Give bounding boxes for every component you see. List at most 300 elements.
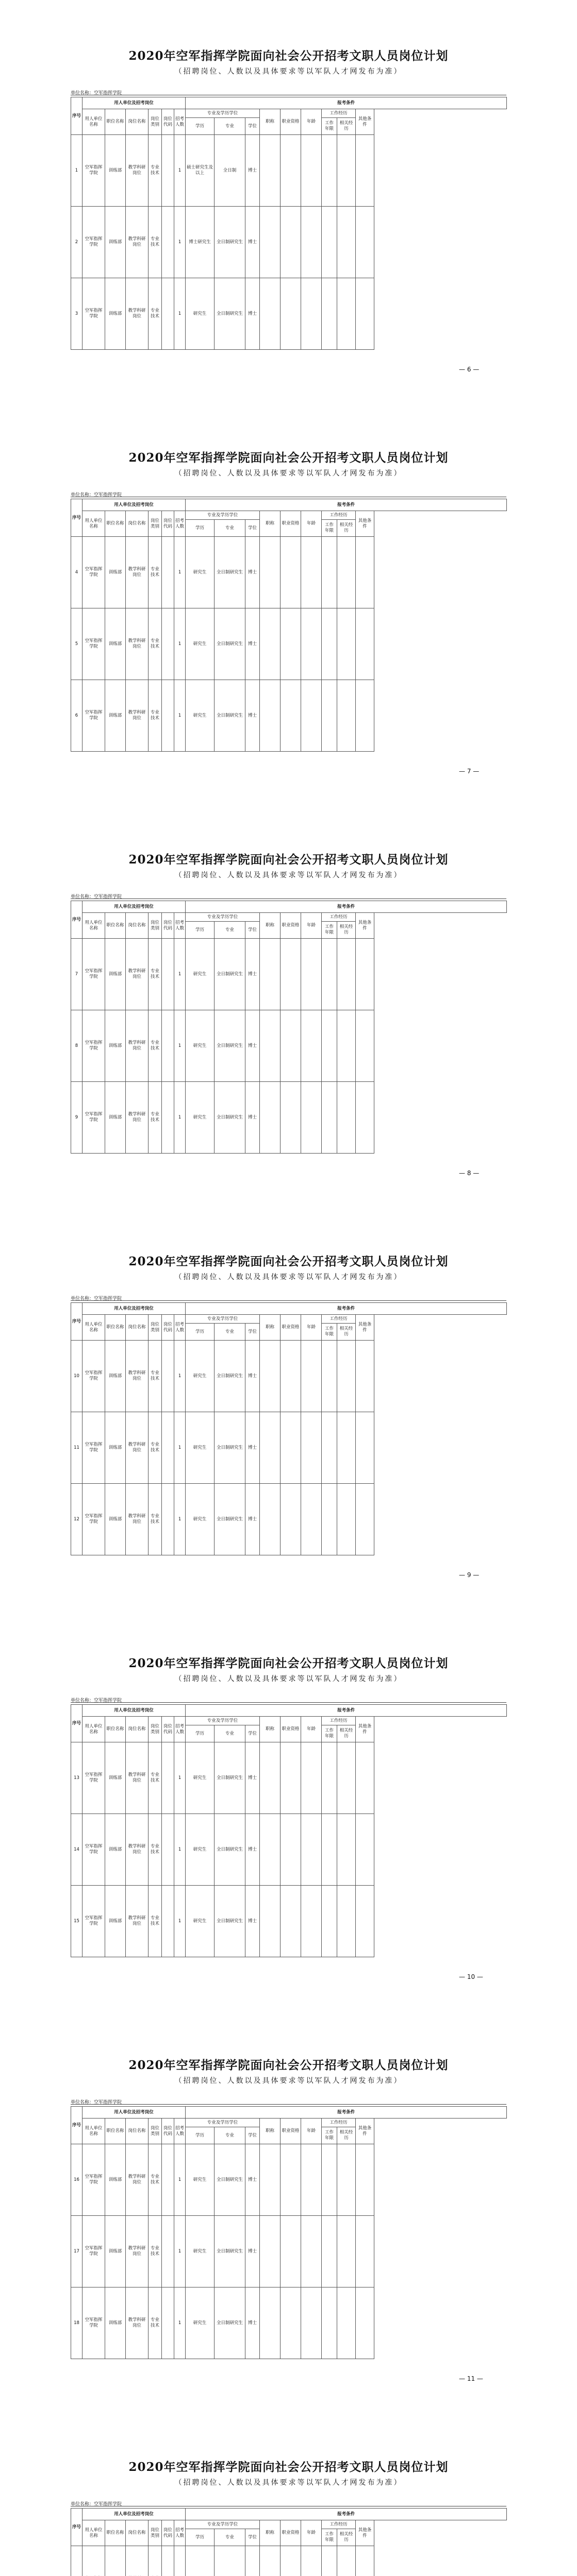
cell-edu: 博士研究生	[186, 207, 215, 278]
cell-years	[322, 135, 337, 207]
header-edu: 学历	[186, 922, 215, 939]
positions-table	[71, 2508, 507, 2576]
header-position-code: 岗位代码	[162, 2520, 174, 2546]
header-major-group: 专业及学历学位	[186, 1315, 260, 1324]
cell-other	[356, 680, 374, 752]
cell-exp	[337, 135, 356, 207]
header-edu: 学历	[186, 118, 215, 135]
header-position-name: 岗位名称	[126, 109, 149, 135]
cell-dept: 训练部	[105, 2216, 126, 2287]
table-row	[71, 135, 507, 207]
cell-cond	[301, 1886, 322, 1957]
cell-exp	[337, 1814, 356, 1886]
header-req-group: 报考条件	[186, 97, 507, 109]
cell-edu: 研究生	[186, 2287, 215, 2359]
header-years: 工作年限	[322, 1324, 337, 1341]
cell-degree: 博士	[245, 608, 260, 680]
unit-label: 单位名称：空军指挥学院	[71, 91, 122, 96]
cell-count: 1	[174, 1484, 186, 1555]
cell-years	[322, 1412, 337, 1484]
cell-major: 全日制研究生	[215, 680, 245, 752]
header-req-group: 报考条件	[186, 901, 507, 913]
cell-edu: 研究生	[186, 1082, 215, 1154]
cell-edu: 研究生	[186, 1484, 215, 1555]
cell-other	[356, 1886, 374, 1957]
header-position-name: 岗位名称	[126, 913, 149, 939]
cell-major: 全日制研究生	[215, 2287, 245, 2359]
divider	[71, 2104, 506, 2105]
header-position-code: 岗位代码	[162, 1315, 174, 1341]
cell-count: 1	[174, 537, 186, 608]
cell-degree: 博士	[245, 537, 260, 608]
cell-seq: 12	[71, 1484, 83, 1555]
header-major-group: 专业及学历学位	[186, 913, 260, 922]
header-degree: 学位	[245, 2529, 260, 2546]
cell-count: 1	[174, 1010, 186, 1082]
page	[0, 2411, 577, 2576]
cell-degree: 博士	[245, 1886, 260, 1957]
cell-cond	[301, 135, 322, 207]
header-years: 工作年限	[322, 118, 337, 135]
cell-other	[356, 135, 374, 207]
cell-cat: 专业技术	[149, 1484, 162, 1555]
cell-seq: 7	[71, 939, 83, 1010]
cell-dept: 训练部	[105, 680, 126, 752]
header-unit-group: 用人单位及招考岗位	[83, 1303, 186, 1315]
header-years: 工作年限	[322, 520, 337, 537]
cell-qual	[281, 608, 301, 680]
header-other: 其他条件	[356, 2520, 374, 2546]
cell-cat: 专业技术	[149, 135, 162, 207]
header-position-code: 岗位代码	[162, 913, 174, 939]
header-position-category: 岗位类别	[149, 913, 162, 939]
cell-seq: 16	[71, 2144, 83, 2216]
cell-count: 1	[174, 2144, 186, 2216]
cell-cat: 专业技术	[149, 939, 162, 1010]
cell-major: 全日制研究生	[215, 1082, 245, 1154]
cell-seq: 6	[71, 680, 83, 752]
cell-position-name: 教学科研岗位	[126, 1341, 149, 1412]
cell-cat: 专业技术	[149, 1814, 162, 1886]
header-other: 其他条件	[356, 1315, 374, 1341]
cell-cond	[301, 1814, 322, 1886]
cell-years	[322, 2216, 337, 2287]
cell-years	[322, 1082, 337, 1154]
header-other: 其他条件	[356, 2119, 374, 2144]
cell-code	[162, 207, 174, 278]
header-title-req: 职称	[260, 2520, 281, 2546]
header-unit-group: 用人单位及招考岗位	[83, 1705, 186, 1717]
header-major: 专业	[215, 118, 245, 135]
cell-position-name: 教学科研岗位	[126, 2144, 149, 2216]
cell-title	[260, 2546, 281, 2576]
cell-cat: 专业技术	[149, 2144, 162, 2216]
cell-title	[260, 1341, 281, 1412]
header-seq: 序号	[71, 2107, 83, 2144]
cell-position-name: 教学科研岗位	[126, 278, 149, 350]
cell-qual	[281, 2546, 301, 2576]
cell-degree: 博士	[245, 1412, 260, 1484]
header-major-group: 专业及学历学位	[186, 1717, 260, 1725]
header-count: 招考人数	[174, 1717, 186, 1742]
header-work-group: 工作经历	[322, 913, 356, 922]
cell-qual	[281, 680, 301, 752]
cell-exp	[337, 1484, 356, 1555]
cell-other	[356, 1412, 374, 1484]
cell-major: 全日制研究生	[215, 939, 245, 1010]
cell-unit: 空军指挥学院	[83, 1082, 105, 1154]
doc-title: 2020年空军指挥学院面向社会公开招考文职人员岗位计划	[128, 1656, 449, 1670]
cell-edu: 研究生	[186, 278, 215, 350]
cell-major: 全日制研究生	[215, 608, 245, 680]
cell-unit: 空军指挥学院	[83, 278, 105, 350]
cell-code	[162, 2216, 174, 2287]
cell-other	[356, 1082, 374, 1154]
cell-edu: 研究生	[186, 1341, 215, 1412]
cell-dept: 训练部	[105, 939, 126, 1010]
header-other: 其他条件	[356, 511, 374, 537]
cell-qual	[281, 1814, 301, 1886]
header-qual: 职业资格	[281, 1315, 301, 1341]
cell-qual	[281, 1341, 301, 1412]
header-work-group: 工作经历	[322, 2520, 356, 2529]
cell-degree: 博士	[245, 1082, 260, 1154]
header-exp: 相关经历	[337, 1725, 356, 1742]
header-seq: 序号	[71, 2509, 83, 2546]
cell-dept: 训练部	[105, 2144, 126, 2216]
header-position-code: 岗位代码	[162, 2119, 174, 2144]
cell-qual	[281, 2287, 301, 2359]
header-unit-group: 用人单位及招考岗位	[83, 2509, 186, 2520]
cell-degree: 博士	[245, 1010, 260, 1082]
table-row	[71, 680, 507, 752]
cell-dept: 训练部	[105, 1010, 126, 1082]
table-row	[71, 939, 507, 1010]
header-edu: 学历	[186, 2127, 215, 2144]
cell-seq: 3	[71, 278, 83, 350]
cell-other	[356, 1010, 374, 1082]
header-req-group: 报考条件	[186, 499, 507, 511]
cell-dept: 训练部	[105, 2287, 126, 2359]
header-position-name: 岗位名称	[126, 1717, 149, 1742]
table-row	[71, 1412, 507, 1484]
cell-other	[356, 1484, 374, 1555]
cell-seq: 1	[71, 135, 83, 207]
cell-qual	[281, 537, 301, 608]
header-position-name: 岗位名称	[126, 2520, 149, 2546]
cell-edu: 研究生	[186, 1742, 215, 1814]
cell-count: 1	[174, 278, 186, 350]
header-qual: 职业资格	[281, 511, 301, 537]
table-row	[71, 2216, 507, 2287]
cell-years	[322, 1341, 337, 1412]
header-dept: 职位名称	[105, 1717, 126, 1742]
header-qual: 职业资格	[281, 2520, 301, 2546]
cell-major: 全日制研究生	[215, 537, 245, 608]
cell-exp	[337, 1886, 356, 1957]
cell-other	[356, 278, 374, 350]
cell-exp	[337, 1412, 356, 1484]
header-major: 专业	[215, 1725, 245, 1742]
cell-degree: 博士	[245, 1341, 260, 1412]
cell-other	[356, 608, 374, 680]
header-count: 招考人数	[174, 1315, 186, 1341]
cell-count: 1	[174, 1886, 186, 1957]
cell-degree: 博士	[245, 1484, 260, 1555]
cell-position-name: 教学科研岗位	[126, 207, 149, 278]
header-exp: 相关经历	[337, 520, 356, 537]
header-dept: 职位名称	[105, 2520, 126, 2546]
header-position-category: 岗位类别	[149, 1315, 162, 1341]
header-position-category: 岗位类别	[149, 1717, 162, 1742]
cell-years	[322, 608, 337, 680]
page	[0, 1607, 577, 2009]
cell-cat: 专业技术	[149, 207, 162, 278]
cell-exp	[337, 2546, 356, 2576]
header-work-group: 工作经历	[322, 1717, 356, 1725]
header-title-req: 职称	[260, 1315, 281, 1341]
page	[0, 0, 577, 402]
header-degree: 学位	[245, 520, 260, 537]
cell-other	[356, 537, 374, 608]
header-major: 专业	[215, 1324, 245, 1341]
positions-table	[71, 2106, 507, 2359]
cell-qual	[281, 1886, 301, 1957]
header-unit-group: 用人单位及招考岗位	[83, 97, 186, 109]
header-years: 工作年限	[322, 2127, 337, 2144]
header-edu: 学历	[186, 2529, 215, 2546]
cell-title	[260, 1814, 281, 1886]
cell-code	[162, 939, 174, 1010]
cell-cat: 专业技术	[149, 1742, 162, 1814]
cell-unit: 空军指挥学院	[83, 1484, 105, 1555]
cell-cat: 专业技术	[149, 608, 162, 680]
header-seq: 序号	[71, 1705, 83, 1742]
header-unit-name: 用人单位名称	[83, 2119, 105, 2144]
cell-degree: 博士	[245, 1814, 260, 1886]
header-title-req: 职称	[260, 913, 281, 939]
cell-code	[162, 1412, 174, 1484]
cell-cond	[301, 207, 322, 278]
cell-unit: 空军指挥学院	[83, 939, 105, 1010]
cell-title	[260, 608, 281, 680]
cell-count: 1	[174, 1814, 186, 1886]
cell-other	[356, 2144, 374, 2216]
header-cond: 年龄	[301, 2119, 322, 2144]
cell-exp	[337, 207, 356, 278]
cell-position-name: 教学科研岗位	[126, 1814, 149, 1886]
header-major-group: 专业及学历学位	[186, 2119, 260, 2127]
header-major-group: 专业及学历学位	[186, 511, 260, 520]
cell-code	[162, 680, 174, 752]
cell-other	[356, 207, 374, 278]
cell-code	[162, 2546, 174, 2576]
cell-dept: 训练部	[105, 278, 126, 350]
cell-years	[322, 537, 337, 608]
header-unit-name: 用人单位名称	[83, 1315, 105, 1341]
cell-exp	[337, 680, 356, 752]
cell-position-name: 教学科研岗位	[126, 1412, 149, 1484]
header-exp: 相关经历	[337, 922, 356, 939]
header-exp: 相关经历	[337, 1324, 356, 1341]
header-req-group: 报考条件	[186, 2509, 507, 2520]
cell-unit: 空军指挥学院	[83, 1742, 105, 1814]
cell-degree: 博士	[245, 278, 260, 350]
cell-title	[260, 135, 281, 207]
cell-dept: 训练部	[105, 207, 126, 278]
cell-cat: 专业技术	[149, 2287, 162, 2359]
cell-major: 全日制研究生	[215, 2216, 245, 2287]
cell-unit: 空军指挥学院	[83, 1412, 105, 1484]
header-position-category: 岗位类别	[149, 109, 162, 135]
cell-position-name: 教学科研岗位	[126, 537, 149, 608]
cell-cond	[301, 2216, 322, 2287]
doc-subtitle: （招聘岗位、人数以及具体要求等以军队人才网发布为准）	[174, 1675, 403, 1683]
cell-position-name: 教学科研岗位	[126, 1010, 149, 1082]
cell-title	[260, 1412, 281, 1484]
cell-degree: 博士	[245, 2287, 260, 2359]
cell-cond	[301, 608, 322, 680]
cell-degree: 博士	[245, 939, 260, 1010]
cell-exp	[337, 608, 356, 680]
cell-title	[260, 2144, 281, 2216]
header-unit-name: 用人单位名称	[83, 109, 105, 135]
cell-unit: 空军指挥学院	[83, 135, 105, 207]
header-title-req: 职称	[260, 1717, 281, 1742]
header-unit-name: 用人单位名称	[83, 913, 105, 939]
cell-dept: 训练部	[105, 1341, 126, 1412]
header-exp: 相关经历	[337, 2127, 356, 2144]
cell-position-name: 教学科研岗位	[126, 939, 149, 1010]
table-row	[71, 1814, 507, 1886]
cell-qual	[281, 1484, 301, 1555]
cell-position-name: 教学科研岗位	[126, 2216, 149, 2287]
cell-count: 1	[174, 680, 186, 752]
header-position-category: 岗位类别	[149, 2119, 162, 2144]
cell-cat	[149, 2546, 162, 2576]
cell-title	[260, 1082, 281, 1154]
table-row	[71, 537, 507, 608]
header-seq: 序号	[71, 499, 83, 537]
cell-major: 全日制研究生	[215, 1742, 245, 1814]
header-unit-group: 用人单位及招考岗位	[83, 499, 186, 511]
header-position-name: 岗位名称	[126, 1315, 149, 1341]
header-major: 专业	[215, 2529, 245, 2546]
unit-label: 单位名称：空军指挥学院	[71, 2100, 122, 2105]
header-cond: 年龄	[301, 1315, 322, 1341]
cell-dept: 训练部	[105, 1742, 126, 1814]
cell-other	[356, 939, 374, 1010]
page-number: — 11 —	[459, 2375, 483, 2382]
doc-title: 2020年空军指挥学院面向社会公开招考文职人员岗位计划	[128, 853, 449, 867]
cell-other	[356, 1341, 374, 1412]
cell-other	[356, 2546, 374, 2576]
cell-exp	[337, 2287, 356, 2359]
doc-subtitle: （招聘岗位、人数以及具体要求等以军队人才网发布为准）	[174, 2077, 403, 2085]
cell-unit: 空军指挥学院	[83, 1010, 105, 1082]
cell-edu	[186, 2546, 215, 2576]
cell-seq: 15	[71, 1886, 83, 1957]
cell-major: 全日制研究生	[215, 2144, 245, 2216]
cell-cat: 专业技术	[149, 2216, 162, 2287]
cell-title	[260, 2216, 281, 2287]
cell-unit: 空军指挥学院	[83, 608, 105, 680]
cell-cond	[301, 1341, 322, 1412]
cell-unit: 空军指挥学院	[83, 1814, 105, 1886]
table-row	[71, 1341, 507, 1412]
cell-code	[162, 537, 174, 608]
header-position-code: 岗位代码	[162, 1717, 174, 1742]
table-row	[71, 1082, 507, 1154]
cell-title	[260, 2287, 281, 2359]
header-degree: 学位	[245, 118, 260, 135]
cell-title	[260, 278, 281, 350]
cell-degree: 博士	[245, 1742, 260, 1814]
cell-count: 1	[174, 608, 186, 680]
doc-subtitle: （招聘岗位、人数以及具体要求等以军队人才网发布为准）	[174, 1273, 403, 1281]
cell-years	[322, 2287, 337, 2359]
cell-seq: 10	[71, 1341, 83, 1412]
cell-major: 全日制研究生	[215, 207, 245, 278]
doc-title: 2020年空军指挥学院面向社会公开招考文职人员岗位计划	[128, 2460, 449, 2474]
header-edu: 学历	[186, 1324, 215, 1341]
cell-title	[260, 207, 281, 278]
cell-count: 1	[174, 2216, 186, 2287]
table-row	[71, 2287, 507, 2359]
table-row	[71, 1742, 507, 1814]
header-major: 专业	[215, 520, 245, 537]
header-dept: 职位名称	[105, 913, 126, 939]
page-number: — 9 —	[459, 1571, 480, 1579]
cell-qual	[281, 1082, 301, 1154]
header-qual: 职业资格	[281, 913, 301, 939]
cell-cat: 专业技术	[149, 680, 162, 752]
header-work-group: 工作经历	[322, 2119, 356, 2127]
header-qual: 职业资格	[281, 1717, 301, 1742]
cell-seq: 18	[71, 2287, 83, 2359]
cell-qual	[281, 2216, 301, 2287]
cell-count: 1	[174, 2287, 186, 2359]
header-degree: 学位	[245, 1324, 260, 1341]
header-exp: 相关经历	[337, 118, 356, 135]
positions-table	[71, 901, 507, 1154]
positions-table	[71, 97, 507, 350]
page-number: — 10 —	[459, 1973, 483, 1980]
cell-cat: 专业技术	[149, 1886, 162, 1957]
page-number: — 8 —	[459, 1170, 480, 1177]
cell-position-name: 教学科研岗位	[126, 608, 149, 680]
cell-edu: 研究生	[186, 939, 215, 1010]
cell-years	[322, 1742, 337, 1814]
header-position-name: 岗位名称	[126, 511, 149, 537]
cell-dept: 训练部	[105, 1886, 126, 1957]
cell-cat: 专业技术	[149, 278, 162, 350]
header-count: 招考人数	[174, 2119, 186, 2144]
doc-subtitle: （招聘岗位、人数以及具体要求等以军队人才网发布为准）	[174, 2479, 403, 2487]
cell-code	[162, 1814, 174, 1886]
cell-major: 全日制	[215, 135, 245, 207]
header-dept: 职位名称	[105, 511, 126, 537]
header-edu: 学历	[186, 1725, 215, 1742]
doc-title: 2020年空军指挥学院面向社会公开招考文职人员岗位计划	[128, 49, 449, 63]
cell-years	[322, 1010, 337, 1082]
cell-cat: 专业技术	[149, 1341, 162, 1412]
cell-other	[356, 2216, 374, 2287]
header-cond: 年龄	[301, 1717, 322, 1742]
cell-major: 全日制研究生	[215, 278, 245, 350]
header-count: 招考人数	[174, 913, 186, 939]
cell-years	[322, 207, 337, 278]
